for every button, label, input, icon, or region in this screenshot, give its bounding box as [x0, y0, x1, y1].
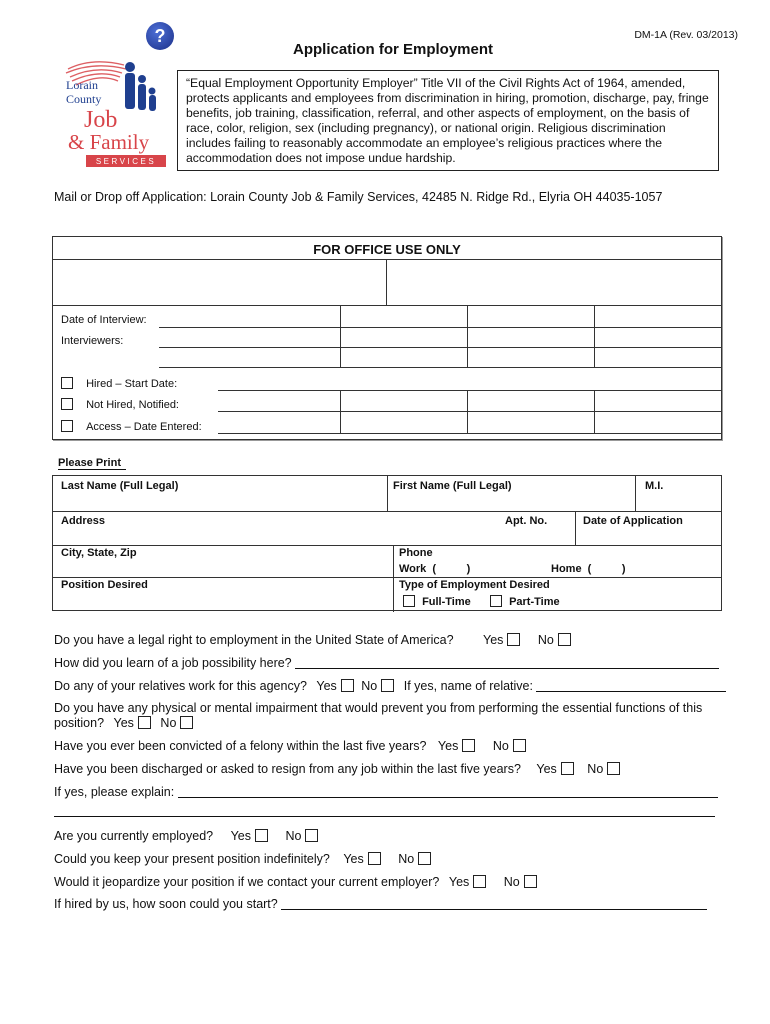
mi-label: M.I.: [645, 480, 664, 492]
yes-checkbox[interactable]: [368, 852, 381, 865]
no-checkbox[interactable]: [305, 829, 318, 842]
question-discharged: [54, 762, 620, 776]
yes-label: Yes: [437, 739, 459, 753]
question-employed: [54, 829, 318, 843]
explain-answer-line-2[interactable]: [54, 816, 715, 817]
work-phone-field[interactable]: Work ( ): [399, 563, 471, 575]
yes-checkbox[interactable]: [473, 875, 486, 888]
access-line[interactable]: [218, 433, 721, 434]
divider: [594, 390, 595, 433]
mail-address-line: Mail or Drop off Application: Lorain County Job & Family Services, 42485 N. Ridge Rd., Elyria OH 44035-1057: [54, 190, 663, 204]
question-text: Could you keep your present position indefinitely?: [54, 852, 330, 866]
yes-label: Yes: [316, 679, 337, 693]
interviewers-line-2[interactable]: [159, 367, 721, 368]
first-name-label: First Name (Full Legal): [393, 480, 512, 492]
question-text: How did you learn of a job possibility here?: [54, 656, 292, 670]
office-use-section: [52, 236, 722, 440]
divider: [393, 545, 394, 612]
no-label: No: [160, 716, 177, 730]
hired-label: Hired – Start Date:: [86, 378, 178, 390]
relatives-if-yes-label: If yes, name of relative:: [403, 679, 533, 693]
apt-no-label: Apt. No.: [505, 515, 548, 527]
yes-label: Yes: [483, 633, 504, 647]
part-time-checkbox[interactable]: [490, 595, 502, 607]
full-time-label: Full-Time: [422, 596, 471, 608]
question-text: If hired by us, how soon could you start?: [54, 897, 278, 911]
divider: [53, 259, 721, 260]
yes-checkbox[interactable]: [561, 762, 574, 775]
date-of-interview-line[interactable]: [159, 327, 721, 328]
no-label: No: [398, 852, 415, 866]
access-checkbox[interactable]: [61, 420, 73, 432]
no-checkbox[interactable]: [513, 739, 526, 752]
divider: [575, 511, 576, 545]
not-hired-row: [61, 398, 179, 411]
no-checkbox[interactable]: [418, 852, 431, 865]
date-of-interview-label: Date of Interview:: [61, 314, 147, 326]
yes-label: Yes: [230, 829, 251, 843]
not-hired-checkbox[interactable]: [61, 398, 73, 410]
no-checkbox[interactable]: [558, 633, 571, 646]
relative-name-line[interactable]: [536, 691, 726, 692]
type-employment-label: Type of Employment Desired: [399, 579, 550, 591]
city-state-zip-label: City, State, Zip: [61, 547, 137, 559]
interviewers-label: Interviewers:: [61, 335, 124, 347]
date-of-application-label: Date of Application: [583, 515, 683, 527]
yes-checkbox[interactable]: [341, 679, 354, 692]
applicant-info-section: [52, 475, 722, 611]
position-desired-label: Position Desired: [61, 579, 148, 591]
question-text: Have you been discharged or asked to resign from any job within the last five years?: [54, 762, 521, 776]
question-impairment: [54, 701, 702, 730]
question-legal-right: [54, 633, 571, 647]
question-jeopardize: [54, 875, 537, 889]
no-label: No: [537, 633, 554, 647]
question-text: position?: [54, 716, 105, 730]
yes-checkbox[interactable]: [255, 829, 268, 842]
phone-label: Phone: [399, 547, 433, 559]
yes-label: Yes: [113, 716, 134, 730]
question-keep-position: [54, 852, 431, 866]
question-text: If yes, please explain:: [54, 785, 175, 799]
hired-row: [61, 377, 177, 390]
last-name-label: Last Name (Full Legal): [61, 480, 179, 492]
divider: [594, 305, 595, 367]
help-icon[interactable]: ?: [146, 22, 174, 50]
question-text: Do any of your relatives work for this agency?: [54, 679, 307, 693]
question-text: Would it jeopardize your position if we contact your current employer?: [54, 875, 440, 889]
form-number: DM-1A (Rev. 03/2013): [634, 29, 738, 41]
no-checkbox[interactable]: [381, 679, 394, 692]
question-text: Have you ever been convicted of a felony within the last five years?: [54, 739, 427, 753]
no-label: No: [492, 739, 509, 753]
not-hired-line[interactable]: [218, 411, 721, 412]
question-text: Are you currently employed?: [54, 829, 214, 843]
question-impairment-line2: [54, 716, 702, 730]
access-label: Access – Date Entered:: [86, 421, 202, 433]
no-checkbox[interactable]: [607, 762, 620, 775]
eeo-statement: “Equal Employment Opportunity Employer” Title VII of the Civil Rights Act of 1964, amended, protects applicants and employees from discrimination in hiring, promotion, discharge, pay, fringe benefits, job training, classification, referral, and other aspects of employment, on the basis of race, color, religion, sex (including pregnancy), or national origin. Religious discrimination includes failing to reasonably accommodate an employee’s religious practices where the accommodation does not impose undue hardship.: [177, 70, 719, 171]
divider: [340, 390, 341, 433]
yes-label: Yes: [536, 762, 557, 776]
no-label: No: [285, 829, 302, 843]
learn-answer-line[interactable]: [295, 668, 719, 669]
logo-text-family: & Family: [68, 130, 150, 154]
no-checkbox[interactable]: [524, 875, 537, 888]
logo-text-job: Job: [84, 107, 118, 133]
explain-answer-line-1[interactable]: [178, 797, 718, 798]
no-label: No: [587, 762, 604, 776]
full-time-option[interactable]: [403, 595, 471, 608]
yes-checkbox[interactable]: [507, 633, 520, 646]
not-hired-label: Not Hired, Notified:: [86, 399, 179, 411]
divider: [53, 545, 721, 546]
question-felony: [54, 739, 526, 753]
lorain-county-jfs-logo: [62, 55, 174, 173]
access-row: [61, 420, 202, 433]
divider: [467, 390, 468, 433]
divider: [53, 305, 721, 306]
divider: [467, 305, 468, 367]
logo-text-county: County: [66, 92, 102, 106]
divider: [387, 476, 388, 511]
full-time-checkbox[interactable]: [403, 595, 415, 607]
hired-line[interactable]: [218, 390, 721, 391]
no-label: No: [503, 875, 520, 889]
home-phone-field[interactable]: Home ( ): [551, 563, 626, 575]
question-explain: [54, 785, 718, 799]
divider: [386, 259, 387, 305]
office-use-title: FOR OFFICE USE ONLY: [313, 242, 461, 257]
divider: [340, 305, 341, 367]
please-print-label: Please Print: [58, 457, 126, 470]
question-start: [54, 897, 707, 911]
yes-checkbox[interactable]: [138, 716, 151, 729]
start-answer-line[interactable]: [281, 909, 707, 910]
hired-checkbox[interactable]: [61, 377, 73, 389]
part-time-label: Part-Time: [509, 596, 560, 608]
logo-text-services: SERVICES: [95, 157, 157, 166]
interviewers-line-1[interactable]: [159, 347, 721, 348]
yes-label: Yes: [343, 852, 364, 866]
question-relatives: [54, 679, 726, 693]
address-label: Address: [61, 515, 106, 527]
no-label: No: [361, 679, 378, 693]
question-learn: [54, 656, 719, 670]
divider: [53, 511, 721, 512]
yes-label: Yes: [448, 875, 470, 889]
divider: [635, 476, 636, 511]
page-title: Application for Employment: [293, 41, 494, 58]
yes-checkbox[interactable]: [462, 739, 475, 752]
part-time-option[interactable]: [490, 595, 560, 608]
question-text: Do you have any physical or mental impairment that would prevent you from performing the essential functions of this: [54, 701, 703, 715]
question-text: Do you have a legal right to employment in the United State of America?: [54, 633, 454, 647]
divider: [53, 577, 721, 578]
no-checkbox[interactable]: [180, 716, 193, 729]
logo-text-lorain: Lorain: [66, 78, 98, 92]
